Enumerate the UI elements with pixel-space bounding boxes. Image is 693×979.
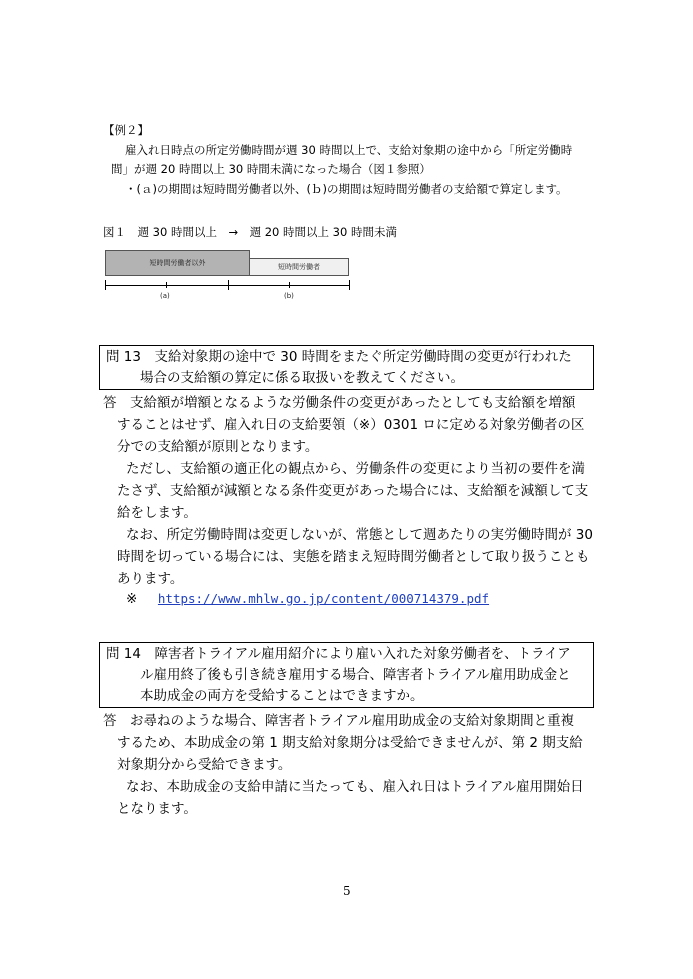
segment-b-bar [249, 258, 349, 276]
question-14-box [99, 642, 594, 708]
note-mark: ※ [126, 591, 138, 607]
answer-13-line: ただし、支給額の適正化の観点から、労働条件の変更により当初の要件を満 [126, 461, 585, 477]
answer-13-line: することはせず、雇入れ日の支給要領（※）0301 ロに定める対象労働者の区 [117, 417, 585, 433]
example-heading: 【例２】 [103, 123, 149, 137]
question-13-box [99, 345, 594, 390]
answer-13-line: なお、所定労働時間は変更しないが、常態として週あたりの実労働時間が 30 [126, 527, 593, 543]
answer-14-line: なお、本助成金の支給申請に当たっても、雇入れ日はトライアル雇用開始日 [126, 779, 584, 795]
segment-b-label: 短時間労働者 [278, 263, 320, 271]
axis-label-a: (a) [160, 292, 170, 300]
axis-label-b: (b) [284, 292, 294, 300]
support-guideline-link[interactable]: https://www.mhlw.go.jp/content/000714379.pdf [157, 591, 490, 606]
answer-13-line: 答 支給額が増額となるような労働条件の変更があったとしても支給額を増額 [103, 395, 576, 411]
timeline-tick [228, 280, 229, 290]
page-number: 5 [343, 884, 351, 898]
note-reference [126, 589, 489, 609]
question-14-line: 問 14 障害者トライアル雇用紹介により雇い入れた対象労働者を、トライア [106, 646, 571, 662]
answer-14-line: 対象期分から受給できます。 [117, 757, 292, 773]
figure-caption: 図１ 週 30 時間以上 → 週 20 時間以上 30 時間未満 [103, 225, 397, 239]
timeline-tick [105, 280, 106, 290]
timeline-tick [349, 280, 350, 290]
question-13-line: 場合の支給額の算定に係る取扱いを教えてください。 [140, 370, 464, 386]
answer-13-line: 時間を切っている場合には、実態を踏まえ短時間労働者として取り扱うことも [117, 549, 590, 565]
question-14-line: 本助成金の両方を受給することはできますか。 [140, 688, 424, 704]
answer-14-line: となります。 [117, 801, 197, 817]
answer-13-line: 給をします。 [117, 505, 197, 521]
example-text-line: 間」が週 20 時間以上 30 時間未満になった場合（図１参照） [111, 162, 431, 176]
question-14-line: ル雇用終了後も引き続き雇用する場合、障害者トライアル雇用助成金と [140, 667, 571, 683]
timeline-tick [289, 282, 290, 288]
answer-13-line: あります。 [117, 571, 184, 587]
timeline-axis [105, 285, 349, 286]
example-text-line: 雇入れ日時点の所定労働時間が週 30 時間以上で、支給対象期の途中から「所定労働時 [125, 143, 573, 157]
answer-13-line: たさず、支給額が減額となる条件変更があった場合には、支給額を減額して支 [117, 483, 589, 499]
segment-a-label: 短時間労働者以外 [149, 259, 206, 267]
segment-a-bar [105, 250, 250, 276]
example-bullet: ・(ａ)の期間は短時間労働者以外、(ｂ)の期間は短時間労働者の支給額で算定します。 [125, 182, 568, 196]
answer-13-line: 分での支給額が原則となります。 [117, 439, 319, 455]
question-13-line: 問 13 支給対象期の途中で 30 時間をまたぐ所定労働時間の変更が行われた [106, 349, 572, 365]
timeline-tick [166, 282, 167, 288]
answer-14-line: 答 お尋ねのような場合、障害者トライアル雇用助成金の支給対象期間と重複 [103, 713, 575, 729]
answer-14-line: するため、本助成金の第 1 期支給対象期分は受給できませんが、第 2 期支給 [117, 735, 583, 751]
